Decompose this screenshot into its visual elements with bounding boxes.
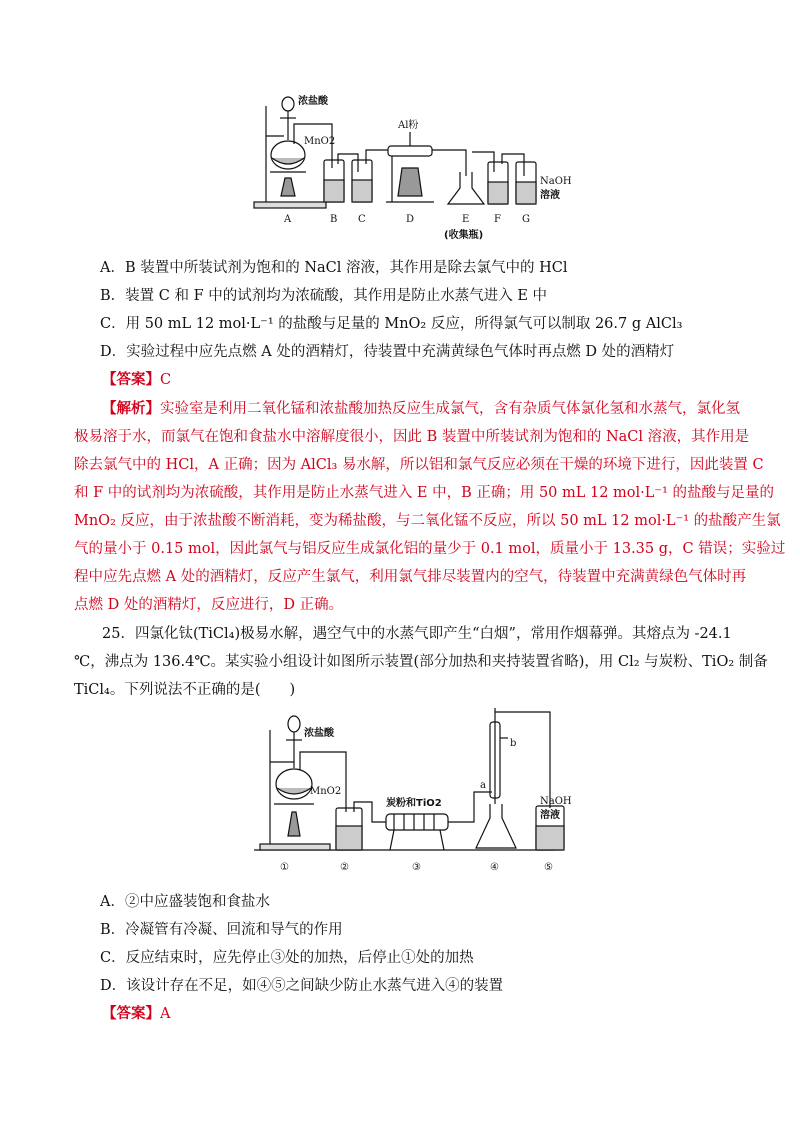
fig1-label-f: F	[494, 214, 501, 225]
fig2-label-c-tio2: 炭粉和TiO2	[386, 798, 442, 809]
q25-answer	[102, 1004, 170, 1024]
q24-analysis-line-6: 气的量小于 0.15 mol，因此氯气与铝反应生成氯化铝的量少于 0.1 mol，质量小于 13.35 g，C 错误；实验过	[74, 541, 786, 557]
fig2-label-naoh-2: 溶液	[540, 810, 560, 821]
fig2-label-4: ④	[490, 862, 499, 873]
q25-option-d: D．该设计存在不足，如④⑤之间缺少防止水蒸气进入④的装置	[100, 978, 504, 994]
fig1-label-naoh-1: NaOH	[540, 176, 572, 187]
q25-option-b: B．冷凝管有冷凝、回流和导气的作用	[100, 922, 343, 938]
apparatus-figure-1-drawing	[248, 92, 572, 242]
fig1-label-c: C	[358, 214, 366, 225]
q24-analysis-line-2: 极易溶于水，而氯气在饱和食盐水中溶解度很小，因此 B 装置中所装试剂为饱和的 NaCl 溶液，其作用是	[74, 429, 750, 445]
fig2-label-naoh-1: NaOH	[540, 796, 572, 807]
q25-answer-value: A	[160, 1006, 171, 1022]
q25-answer-label: 【答案】	[102, 1005, 160, 1022]
q24-analysis-line-7: 程中应先点燃 A 处的酒精灯，反应产生氯气，利用氯气排尽装置内的空气，待装置中充满黄绿色气体时再	[74, 569, 747, 585]
q24-answer-value: C	[160, 372, 172, 388]
q25-stem-line-3: TiCl₄。下列说法不正确的是( )	[74, 682, 296, 698]
q25-option-c: C．反应结束时，应先停止③处的加热，后停止①处的加热	[100, 950, 474, 966]
fig2-label-1: ①	[280, 862, 289, 873]
fig1-label-naoh-2: 溶液	[540, 190, 560, 201]
fig1-label-g: G	[522, 214, 530, 225]
q24-answer-label: 【答案】	[102, 371, 160, 388]
fig1-label-mno2: MnO2	[304, 136, 336, 147]
fig2-label-hcl: 浓盐酸	[304, 728, 334, 739]
fig2-label-2: ②	[340, 862, 349, 873]
fig2-label-a: a	[480, 780, 486, 791]
apparatus-figure-1	[248, 92, 572, 242]
fig2-label-b: b	[510, 738, 517, 749]
q24-analysis-line-5: MnO₂ 反应，由于浓盐酸不断消耗，变为稀盐酸，与二氧化锰不反应，所以 50 mL 12 mol·L⁻¹ 的盐酸产生氯	[74, 513, 781, 529]
q24-analysis-line-8: 点燃 D 处的酒精灯，反应进行，D 正确。	[74, 597, 344, 613]
q24-analysis-line-4: 和 F 中的试剂均为浓硫酸，其作用是防止水蒸气进入 E 中，B 正确；用 50 mL 12 mol·L⁻¹ 的盐酸与足量的	[74, 485, 774, 501]
apparatus-figure-2-drawing	[254, 708, 572, 878]
fig1-label-hcl: 浓盐酸	[298, 96, 328, 107]
q24-analysis-line-3: 除去氯气中的 HCl，A 正确；因为 AlCl₃ 易水解，所以铝和氯气反应必须在干燥的环境下进行，因此装置 C	[74, 457, 764, 473]
q25-option-a: A．②中应盛装饱和食盐水	[100, 894, 270, 910]
q24-analysis-label: 【解析】	[102, 400, 160, 417]
fig2-label-mno2: MnO2	[310, 786, 342, 797]
q24-option-a: A．B 装置中所装试剂为饱和的 NaCl 溶液，其作用是除去氯气中的 HCl	[100, 260, 568, 276]
fig1-label-b: B	[330, 214, 338, 225]
apparatus-figure-2	[254, 708, 572, 878]
q25-stem-line-2: ℃，沸点为 136.4℃。某实验小组设计如图所示装置(部分加热和夹持装置省略)，用 Cl₂ 与炭粉、TiO₂ 制备	[74, 654, 768, 670]
fig1-label-collect: (收集瓶)	[444, 230, 484, 241]
q24-option-c: C．用 50 mL 12 mol·L⁻¹ 的盐酸与足量的 MnO₂ 反应，所得氯气可以制取 26.7 g AlCl₃	[100, 316, 683, 332]
q24-option-b: B．装置 C 和 F 中的试剂均为浓硫酸，其作用是防止水蒸气进入 E 中	[100, 288, 548, 304]
fig2-label-3: ③	[412, 862, 421, 873]
q24-analysis-line-1: 【解析】实验室是利用二氧化锰和浓盐酸加热反应生成氯气，含有杂质气体氯化氢和水蒸气，氯化氢	[102, 400, 740, 417]
fig2-label-5: ⑤	[544, 862, 553, 873]
q24-answer	[102, 370, 171, 390]
fig1-label-al: Al粉	[398, 120, 419, 131]
fig1-label-d: D	[406, 214, 415, 225]
fig1-label-a: A	[284, 214, 292, 225]
fig1-label-e: E	[462, 214, 470, 225]
q25-stem-line-1: 25．四氯化钛(TiCl₄)极易水解，遇空气中的水蒸气即产生“白烟”，常用作烟幕弹。其熔点为 -24.1	[102, 626, 732, 642]
q24-option-d: D．实验过程中应先点燃 A 处的酒精灯，待装置中充满黄绿色气体时再点燃 D 处的酒精灯	[100, 344, 675, 360]
